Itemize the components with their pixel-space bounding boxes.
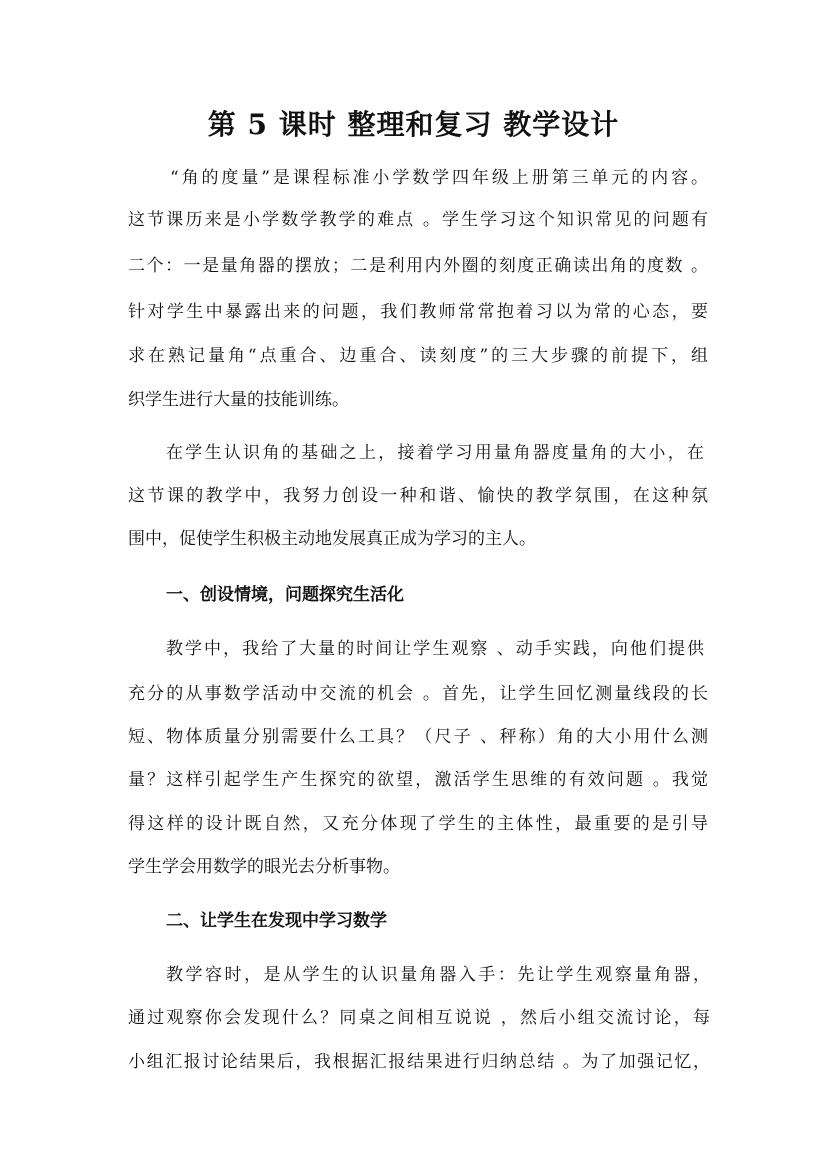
paragraph-1-line-6: 织学生进行大量的技能训练。 [128,390,349,410]
paragraph-3-line-3: 短、物体质量分别需要什么工具？（尺子 、秤称）角的大小用什么测 [128,727,708,747]
paragraph-2-line-1: 在学生认识角的基础之上，接着学习用量角器度量角的大小，在 [166,443,704,463]
paragraph-3-line-5: 得这样的设计既自然，又充分体现了学生的主体性，最重要的是引导 [128,814,708,834]
paragraph-2-line-3: 围中，促使学生积极主动地发展真正成为学习的主人。 [128,529,536,549]
paragraph-1-line-4: 针对学生中暴露出来的问题，我们教师常常抱着习以为常的心态，要 [128,302,708,322]
paragraph-3-line-2: 充分的从事数学活动中交流的机会 。首先，让学生回忆测量线段的长 [128,684,708,704]
paragraph-1-line-3: 二个：一是量角器的摆放；二是利用内外圈的刻度正确读出角的度数 。 [128,256,708,276]
paragraph-4-line-2: 通过观察你会发现什么？同桌之间相互说说 ，然后小组交流讨论，每 [128,1008,710,1028]
section-heading-1: 一、创设情境，问题探究生活化 [166,585,404,605]
section-heading-2: 二、让学生在发现中学习数学 [166,911,387,931]
paragraph-4-line-3: 小组汇报讨论结果后，我根据汇报结果进行归纳总结 。为了加强记忆， [128,1052,710,1072]
paragraph-3-line-4: 量？这样引起学生产生探究的欲望，激活学生思维的有效问题 。我觉 [128,770,708,790]
paragraph-4-line-1: 教学容时，是从学生的认识量角器入手：先让学生观察量角器， [166,965,710,985]
paragraph-1-line-5: 求在熟记量角“点重合、边重合、读刻度”的三大步骤的前提下，组 [128,346,708,366]
page-title: 第 5 课时 整理和复习 教学设计 [207,108,620,141]
paragraph-2-line-2: 这节课的教学中，我努力创设一种和谐、愉快的教学氛围，在这种氛 [128,486,708,506]
paragraph-3-line-6: 学生学会用数学的眼光去分析事物。 [128,857,400,877]
paragraph-1-line-2: 这节课历来是小学数学教学的难点 。学生学习这个知识常见的问题有 [128,210,708,230]
paragraph-1-line-1: “角的度量”是课程标准小学数学四年级上册第三单元的内容。 [170,168,708,188]
paragraph-3-line-1: 教学中，我给了大量的时间让学生观察 、动手实践，向他们提供 [166,639,704,659]
